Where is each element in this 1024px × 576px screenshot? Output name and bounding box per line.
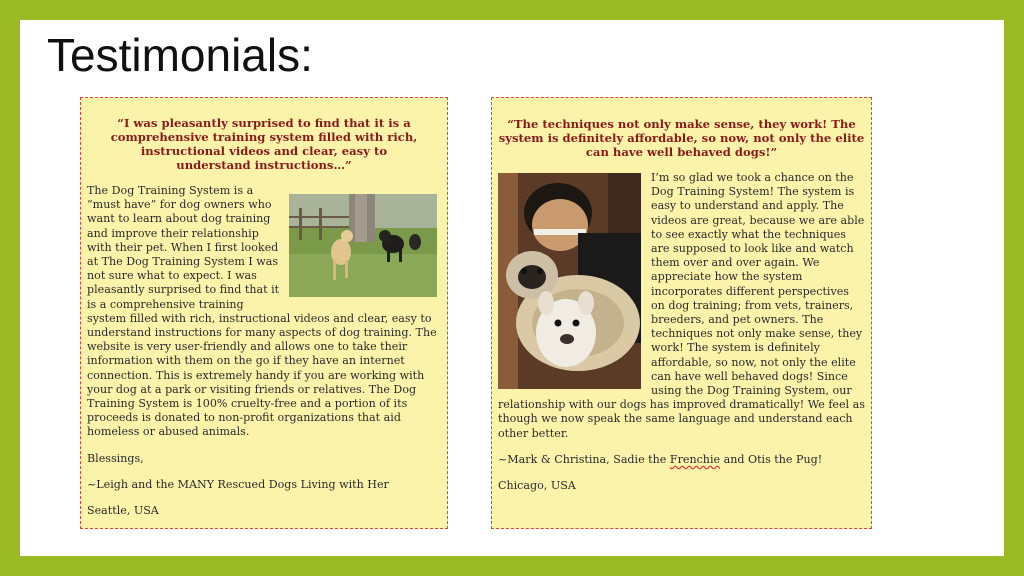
testimonial-location: Chicago, USA (498, 479, 576, 493)
testimonial-body-wrap (492, 159, 871, 441)
slide-title: Testimonials: (47, 29, 313, 81)
dogs-in-park-photo (289, 194, 437, 297)
testimonial-quote: “The techniques not only make sense, they work! The system is definitely affordable, so now, not only the elite can have well behaved dogs!” (498, 117, 865, 159)
testimonial-body: I’m so glad we took a chance on the Dog Training System! The system is easy to understand and apply. The videos are great, because we are able to see exactly what the techniques are supposed to look like and watch them over and over again. We appreciate how the system incorporates different perspectives on dog training; from vets, trainers, breeders, and pet owners. The techniques not only make sense, they work! The system is definitely affordable, so now, not only the elite can have well behaved dogs! Since using the Dog Training System, our relationship with our dogs has improved dramatically! We feel as though we now speak the same language and understand each other better. (498, 171, 865, 440)
signature-part: and Otis the Pug! (720, 452, 823, 466)
testimonial-card-2 (491, 97, 872, 529)
man-with-dogs-photo (498, 173, 641, 389)
testimonial-location: Seattle, USA (87, 504, 159, 518)
slide (20, 20, 1004, 556)
testimonial-body: The Dog Training System is a “must have” for dog owners who want to learn about dog training and improve their relationship with their pet. When I first looked at The Dog Training System I was not sure what to expect. I was pleasantly surprised to find that it is a comprehensive training system filled with rich, instructional videos and clear, easy to understand instructions for many aspects of dog training. The website is very user-friendly and allows one to take their information with them on the go if they have an internet connection. This is extremely handy if you are working with your dog at a park or visiting friends or relatives. The Dog Training System is 100% cruelty-free and a portion of its proceeds is donated to non-profit organizations that aid homeless or abused animals. (87, 184, 437, 439)
testimonial-card-1 (80, 97, 448, 529)
signature-part: ~Mark & Christina, Sadie the (498, 452, 670, 466)
testimonial-quote: “I was pleasantly surprised to find that it is a comprehensive training system filled with rich, instructional videos and clear, easy to understand instructions…” (110, 116, 418, 172)
testimonial-signature: ~Leigh and the MANY Rescued Dogs Living with Her (87, 477, 389, 491)
dogs-in-park-image (289, 194, 437, 297)
testimonial-closing: Blessings, (87, 451, 144, 465)
signature-frenchie-word: Frenchie (669, 452, 721, 466)
testimonial-body-wrap (81, 172, 447, 440)
man-with-dogs-image (498, 173, 641, 389)
testimonial-signature (492, 441, 871, 467)
